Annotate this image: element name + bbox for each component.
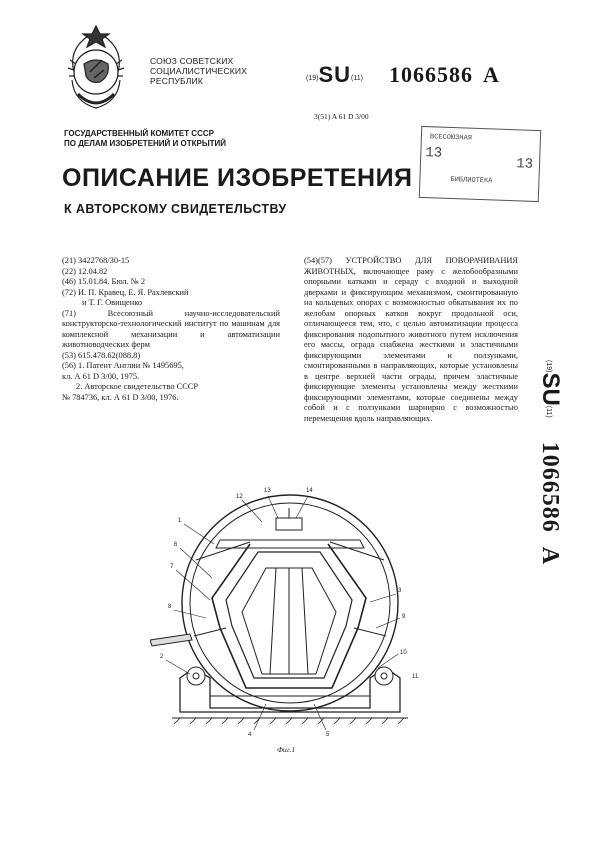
biblio-filing-date: (22) 12.04.82 (62, 266, 108, 276)
abstract-text: (54)(57) УСТРОЙСТВО ДЛЯ ПОВОРАЧИВАНИЯ ЖИВОТНЫХ, включающее раму с желобообразными опорными катками и сераду с входной и выходной дверками и фиксирующим механизмом, смонтированную на кольцевых опорах с возможностью обкатывания их по желобам опорных катков вокруг продольной оси, отличающееся тем, что, с целью автоматизации процесса фиксирования подопытного животного путем исключения его массы, ограда снабжена жесткими и эластичными фиксирующими элементами и ползунками, смонтированными в направляющих, которые установлены в центре верхней части ограды, причем эластичные фиксирующие элементы установлены между жесткими фиксирующими элементами, которые соединены между собой и с ползунками шарнирно с возможностью перемещения вдоль направляющих. (304, 256, 518, 423)
callout-label: 9 (402, 614, 406, 620)
org-line-2: СОЦИАЛИСТИЧЕСКИХ (150, 66, 248, 76)
base-frame (180, 668, 400, 712)
stamp-line: ВСЕСОЮЗНАЯ (429, 133, 473, 143)
side-label-19: (19) (545, 360, 552, 373)
document-subtitle: К АВТОРСКОМУ СВИДЕТЕЛЬСТВУ (64, 202, 287, 216)
callout-label: 4 (248, 732, 252, 738)
committee-line-1: ГОСУДАРСТВЕННЫЙ КОМИТЕТ СССР (64, 129, 214, 138)
committee (64, 129, 226, 149)
bibliographic-data (62, 256, 280, 403)
support-roller-left (187, 667, 205, 685)
callout-label: 1 (178, 518, 182, 524)
document-title: ОПИСАНИЕ ИЗОБРЕТЕНИЯ (62, 164, 413, 192)
callout-label: 14 (306, 488, 313, 494)
figure-caption: Фиг.1 (277, 745, 296, 754)
callout-label: 3 (398, 588, 402, 594)
side-country-code: SU (537, 372, 564, 406)
inner-ring (190, 503, 390, 703)
biblio-applicant: (71) Всесоюзный научно-исследовательский конструкторско-технологический институт по машинам для комплексной механизации и автоматизации животноводческих ферм (62, 308, 280, 349)
biblio-reference-2: 2. Авторское свидетельство СССР (76, 382, 199, 391)
committee-line-2: ПО ДЕЛАМ ИЗОБРЕТЕНИЙ И ОТКРЫТИЙ (64, 139, 227, 148)
biblio-inventors-cont: и Т. Г. Овищенко (82, 298, 143, 307)
ussr-emblem (54, 20, 138, 116)
support-roller-right (375, 667, 393, 685)
country-code: SU (318, 62, 352, 87)
biblio-publication: (46) 15.01.84. Бюл. № 2 (62, 277, 146, 286)
stamp-bottom: БИБЛИОТЕКА (450, 175, 493, 186)
abstract (304, 256, 518, 424)
biblio-inventors: (72) И. П. Кравец, Е. Я. Рахлевский (62, 287, 189, 297)
stamp-left-mark: 13 (425, 145, 443, 162)
country-code-label: (19) (306, 75, 319, 82)
callout-label: 2 (160, 654, 164, 660)
stamp-right-mark: 13 (515, 156, 534, 173)
callout-label: 8 (168, 604, 172, 610)
side-patent-number (536, 360, 566, 680)
ipc-classification: 3(51) A 61 D 3/00 (314, 112, 369, 121)
org-line-1: СОЮЗ СОВЕТСКИХ (150, 56, 234, 66)
top-guide (216, 540, 364, 548)
top-hub (276, 518, 302, 530)
callout-label: 7 (170, 564, 174, 570)
biblio-reference-2-cont: № 784736, кл. А 61 D 3/00, 1976. (62, 392, 179, 402)
callout-label: 11 (412, 674, 419, 680)
org-name (150, 56, 247, 86)
org-line-3: РЕСПУБЛИК (150, 76, 204, 86)
biblio-reference-1: (56) 1. Патент Англии № 1495695, (62, 361, 184, 370)
patent-number-line (306, 62, 499, 88)
biblio-reference-1-cont: кл. А 61 D 3/00, 1975. (62, 371, 140, 381)
biblio-udc: (53) 615.478.62(088.8) (62, 350, 141, 360)
callout-label: 5 (326, 732, 330, 738)
side-number: 1066586 (537, 441, 563, 533)
library-stamp (419, 126, 541, 202)
biblio-application-number: (21) 3422768/30-15 (62, 256, 130, 265)
handle (150, 634, 192, 646)
patent-number: 1066586 (388, 62, 473, 87)
document-kind: A (482, 62, 499, 87)
callout-label: 10 (400, 650, 407, 656)
callout-label: 13 (264, 488, 271, 494)
side-kind: A (537, 546, 563, 565)
patent-number-label: (11) (351, 75, 363, 82)
technical-drawing (150, 478, 440, 738)
callout-label: 6 (174, 542, 178, 548)
side-label-11: (11) (545, 405, 552, 418)
callout-label: 12 (236, 494, 243, 500)
